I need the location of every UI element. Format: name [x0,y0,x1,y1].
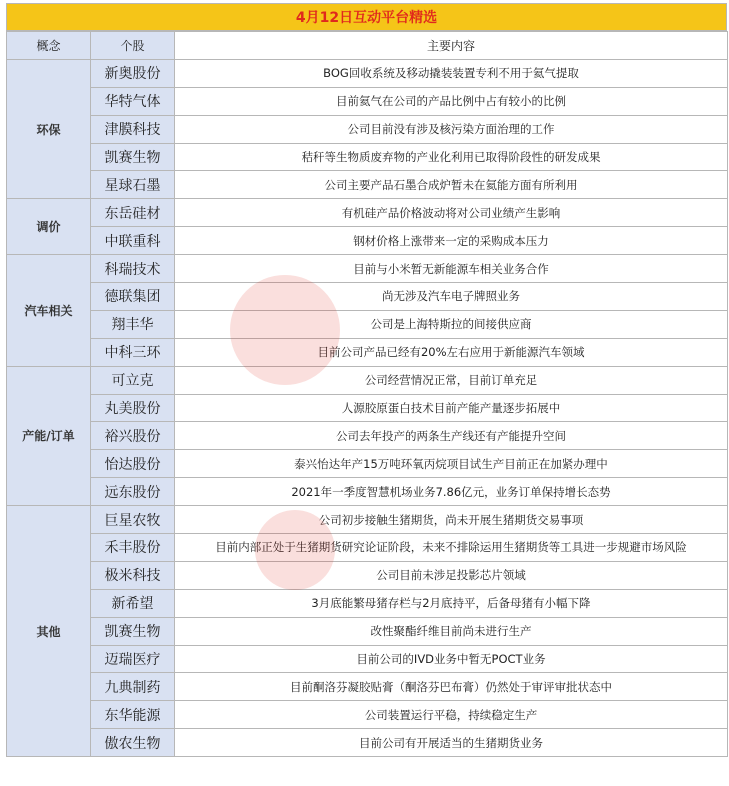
stock-cell: 禾丰股份 [91,534,175,562]
stock-cell: 丸美股份 [91,394,175,422]
stock-cell: 极米科技 [91,561,175,589]
table-row [7,338,728,366]
stock-cell: 东岳硅材 [91,199,175,227]
content-cell: 公司去年投产的两条生产线还有产能提升空间 [175,422,728,450]
table-row [7,199,728,227]
table-row [7,478,728,506]
content-cell: 公司是上海特斯拉的间接供应商 [175,310,728,338]
concept-cell: 环保 [7,59,91,198]
content-cell: 钢材价格上涨带来一定的采购成本压力 [175,227,728,255]
stock-cell: 中联重科 [91,227,175,255]
content-cell: BOG回收系统及移动撬装装置专利不用于氦气提取 [175,59,728,87]
stock-cell: 九典制药 [91,673,175,701]
stock-cell: 德联集团 [91,283,175,311]
stock-cell: 星球石墨 [91,171,175,199]
concept-cell: 其他 [7,506,91,757]
content-cell: 目前与小米暂无新能源车相关业务合作 [175,255,728,283]
table-row [7,283,728,311]
stock-cell: 可立克 [91,366,175,394]
table-row [7,366,728,394]
table-row [7,506,728,534]
content-cell: 目前公司的IVD业务中暂无POCT业务 [175,645,728,673]
stock-cell: 凯赛生物 [91,617,175,645]
table-row [7,171,728,199]
content-cell: 泰兴怡达年产15万吨环氧丙烷项目试生产目前正在加紧办理中 [175,450,728,478]
table-row [7,589,728,617]
content-cell: 公司目前没有涉及核污染方面治理的工作 [175,115,728,143]
info-table [6,31,728,757]
content-cell: 公司经营情况正常，目前订单充足 [175,366,728,394]
table-row [7,87,728,115]
content-cell: 3月底能繁母猪存栏与2月底持平，后备母猪有小幅下降 [175,589,728,617]
stock-cell: 新希望 [91,589,175,617]
content-cell: 目前公司有开展适当的生猪期货业务 [175,729,728,757]
table-row [7,617,728,645]
content-cell: 目前酮洛芬凝胶贴膏（酮洛芬巴布膏）仍然处于审评审批状态中 [175,673,728,701]
content-cell: 有机硅产品价格波动将对公司业绩产生影响 [175,199,728,227]
stock-cell: 东华能源 [91,701,175,729]
table-row [7,143,728,171]
header-content: 主要内容 [175,32,728,60]
stock-cell: 翔丰华 [91,310,175,338]
header-concept: 概念 [7,32,91,60]
concept-cell: 调价 [7,199,91,255]
content-cell: 目前氦气在公司的产品比例中占有较小的比例 [175,87,728,115]
content-cell: 目前公司产品已经有20%左右应用于新能源汽车领域 [175,338,728,366]
table-row [7,255,728,283]
content-cell: 尚无涉及汽车电子牌照业务 [175,283,728,311]
header-row [7,32,728,60]
table-body [7,59,728,756]
content-cell: 2021年一季度智慧机场业务7.86亿元，业务订单保持增长态势 [175,478,728,506]
table-row [7,422,728,450]
table-row [7,59,728,87]
content-cell: 秸秆等生物质废弃物的产业化利用已取得阶段性的研发成果 [175,143,728,171]
content-cell: 改性聚酯纤维目前尚未进行生产 [175,617,728,645]
stock-cell: 津膜科技 [91,115,175,143]
table-row [7,673,728,701]
content-cell: 公司初步接触生猪期货，尚未开展生猪期货交易事项 [175,506,728,534]
table-row [7,115,728,143]
stock-cell: 傲农生物 [91,729,175,757]
table-row [7,645,728,673]
stock-cell: 华特气体 [91,87,175,115]
stock-cell: 科瑞技术 [91,255,175,283]
table-row [7,729,728,757]
table-row [7,561,728,589]
stock-cell: 中科三环 [91,338,175,366]
concept-cell: 产能/订单 [7,366,91,505]
stock-cell: 巨星农牧 [91,506,175,534]
content-cell: 公司装置运行平稳，持续稳定生产 [175,701,728,729]
table-row [7,701,728,729]
content-cell: 人源胶原蛋白技术目前产能产量逐步拓展中 [175,394,728,422]
stock-cell: 迈瑞医疗 [91,645,175,673]
stock-cell: 新奥股份 [91,59,175,87]
stock-cell: 裕兴股份 [91,422,175,450]
table-title: 4月12日互动平台精选 [6,3,727,31]
table-row [7,310,728,338]
table-row [7,450,728,478]
table-row [7,534,728,562]
stock-cell: 远东股份 [91,478,175,506]
content-cell: 公司主要产品石墨合成炉暂未在氦能方面有所利用 [175,171,728,199]
header-stock: 个股 [91,32,175,60]
stock-cell: 凯赛生物 [91,143,175,171]
table-row [7,394,728,422]
table-row [7,227,728,255]
table-container [6,3,727,757]
content-cell: 公司目前未涉足投影芯片领域 [175,561,728,589]
content-cell: 目前内部正处于生猪期货研究论证阶段，未来不排除运用生猪期货等工具进一步规避市场风险 [175,534,728,562]
concept-cell: 汽车相关 [7,255,91,367]
stock-cell: 怡达股份 [91,450,175,478]
